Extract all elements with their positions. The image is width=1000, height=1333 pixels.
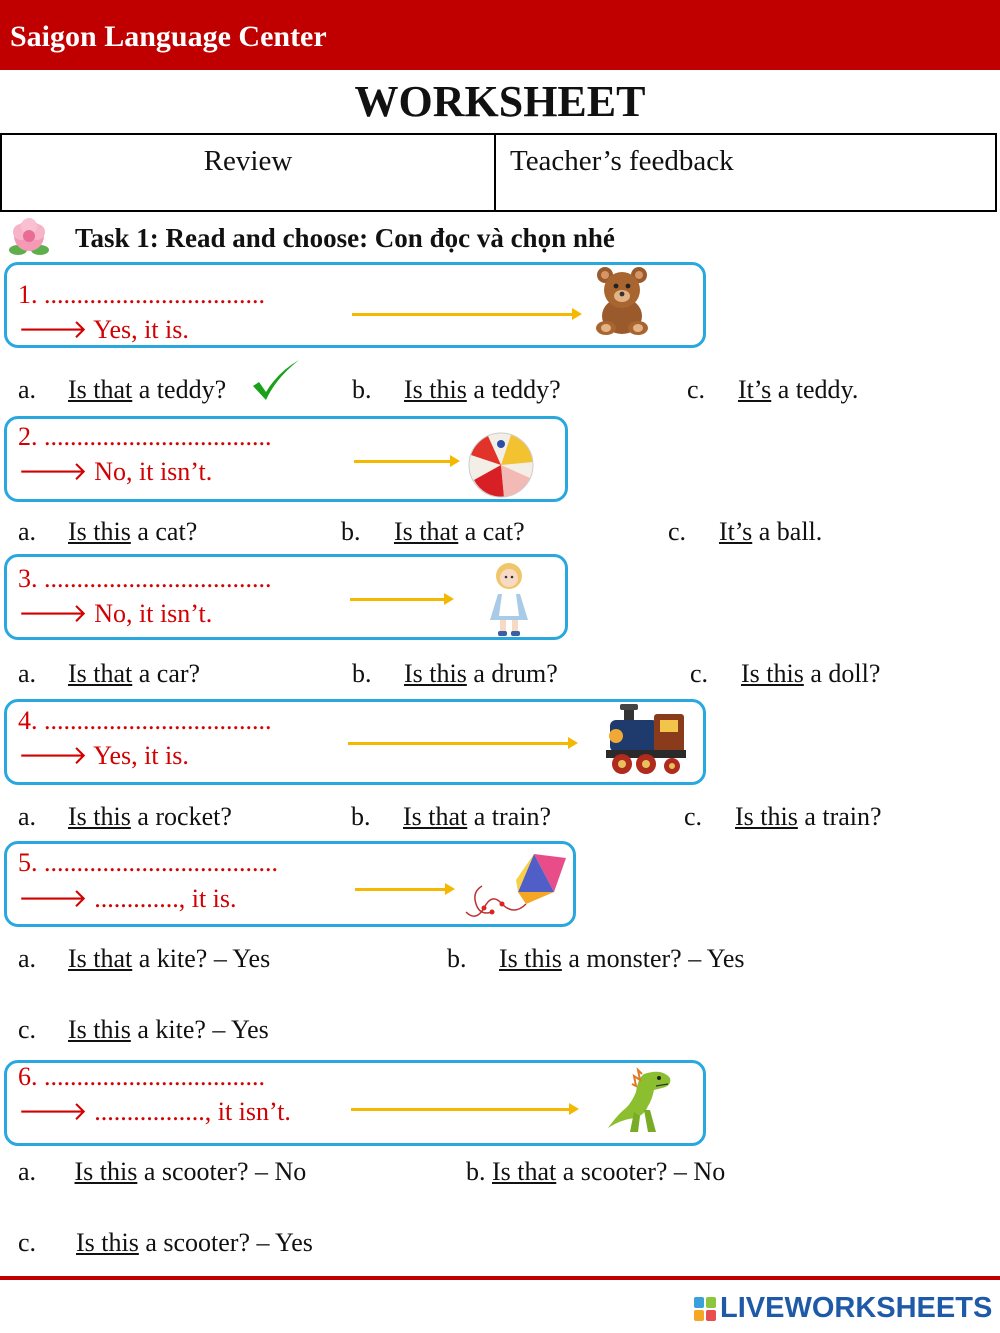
- arrow-icon: [348, 742, 570, 745]
- option-letter: b.: [351, 802, 371, 831]
- task-1-title: Task 1: Read and choose: Con đọc và chọn nhé: [75, 223, 615, 253]
- option-b[interactable]: b. Is that a scooter? – No: [466, 1157, 726, 1186]
- option-c[interactable]: Is this a scooter? – Yes: [76, 1228, 313, 1257]
- option-letter: b.: [447, 944, 467, 973]
- arrow-icon: [355, 888, 447, 891]
- option-letter: a.: [18, 1157, 37, 1186]
- option-b[interactable]: Is that a train?: [403, 802, 551, 831]
- option-c[interactable]: It’s a teddy.: [738, 375, 859, 404]
- option-b[interactable]: Is this a teddy?: [404, 375, 561, 404]
- teacher-feedback-cell: Teacher’s feedback: [510, 145, 734, 177]
- arrow-icon: [350, 598, 446, 601]
- option-a[interactable]: Is this a rocket?: [68, 802, 232, 831]
- arrow-icon: [352, 313, 574, 316]
- answer-line: 🡒 No, it isn’t.: [18, 599, 213, 628]
- review-cell: Review: [2, 135, 496, 210]
- arrow-icon: 🡒: [18, 599, 88, 628]
- option-letter: c.: [687, 375, 706, 404]
- worksheet-title: WORKSHEET: [354, 77, 646, 126]
- train-image: [602, 702, 688, 778]
- answer-line: 🡒 ................., it isn’t.: [18, 1097, 291, 1126]
- option-a[interactable]: Is that a teddy?: [68, 375, 227, 404]
- option-letter: c.: [18, 1015, 37, 1044]
- question-line: 6. ..................................: [18, 1062, 265, 1091]
- option-letter: a.: [18, 802, 37, 831]
- option-a[interactable]: Is that a car?: [68, 659, 201, 688]
- dinosaur-image: [604, 1066, 674, 1138]
- option-letter: b.: [352, 659, 372, 688]
- option-letter: c.: [18, 1228, 37, 1257]
- option-letter: b.: [352, 375, 372, 404]
- liveworksheets-logo[interactable]: [694, 1292, 992, 1325]
- option-a[interactable]: Is this a cat?: [68, 517, 198, 546]
- arrow-icon: 🡒: [18, 741, 88, 770]
- kite-image: [462, 852, 570, 926]
- option-letter: c.: [690, 659, 709, 688]
- answer-line: 🡒 Yes, it is.: [18, 315, 189, 344]
- option-c[interactable]: It’s a ball.: [719, 517, 823, 546]
- arrow-icon: 🡒: [18, 457, 88, 486]
- doll-image: [484, 560, 534, 638]
- brand-name: LIVEWORKSHEETS: [720, 1292, 993, 1324]
- arrow-icon: [351, 1108, 571, 1111]
- option-a[interactable]: Is this a scooter? – No: [74, 1157, 307, 1186]
- arrow-icon: 🡒: [18, 315, 88, 344]
- review-table: [0, 133, 997, 212]
- answer-line: 🡒 No, it isn’t.: [18, 457, 213, 486]
- option-b[interactable]: Is that a cat?: [394, 517, 525, 546]
- option-letter: c.: [668, 517, 687, 546]
- option-b[interactable]: Is this a monster? – Yes: [499, 944, 745, 973]
- arrow-icon: 🡒: [18, 884, 88, 913]
- question-line: 4. ...................................: [18, 706, 272, 735]
- option-c[interactable]: Is this a train?: [735, 802, 882, 831]
- option-b[interactable]: Is this a drum?: [404, 659, 558, 688]
- option-letter: a.: [18, 517, 37, 546]
- center-name: Saigon Language Center: [10, 20, 327, 53]
- option-letter: c.: [684, 802, 703, 831]
- question-line: 2. ...................................: [18, 422, 272, 451]
- arrow-icon: [354, 460, 452, 463]
- question-line: 5. ....................................: [18, 848, 278, 877]
- arrow-icon: 🡒: [18, 1097, 88, 1126]
- answer-line: 🡒 ............., it is.: [18, 884, 237, 913]
- checkmark-icon: [250, 356, 302, 408]
- option-letter: a.: [18, 944, 37, 973]
- footer-divider: [0, 1276, 1000, 1280]
- option-letter: b.: [341, 517, 361, 546]
- option-letter: a.: [18, 659, 37, 688]
- beach-ball-image: [466, 430, 536, 500]
- teddy-bear-image: [590, 266, 656, 336]
- liveworksheets-icon: [694, 1297, 716, 1321]
- option-a[interactable]: Is that a kite? – Yes: [68, 944, 271, 973]
- flower-icon: [6, 214, 52, 258]
- option-c[interactable]: Is this a kite? – Yes: [68, 1015, 269, 1044]
- option-letter: a.: [18, 375, 37, 404]
- question-line: 1. ..................................: [18, 280, 265, 309]
- answer-line: 🡒 Yes, it is.: [18, 741, 189, 770]
- option-c[interactable]: Is this a doll?: [741, 659, 881, 688]
- question-line: 3. ...................................: [18, 564, 272, 593]
